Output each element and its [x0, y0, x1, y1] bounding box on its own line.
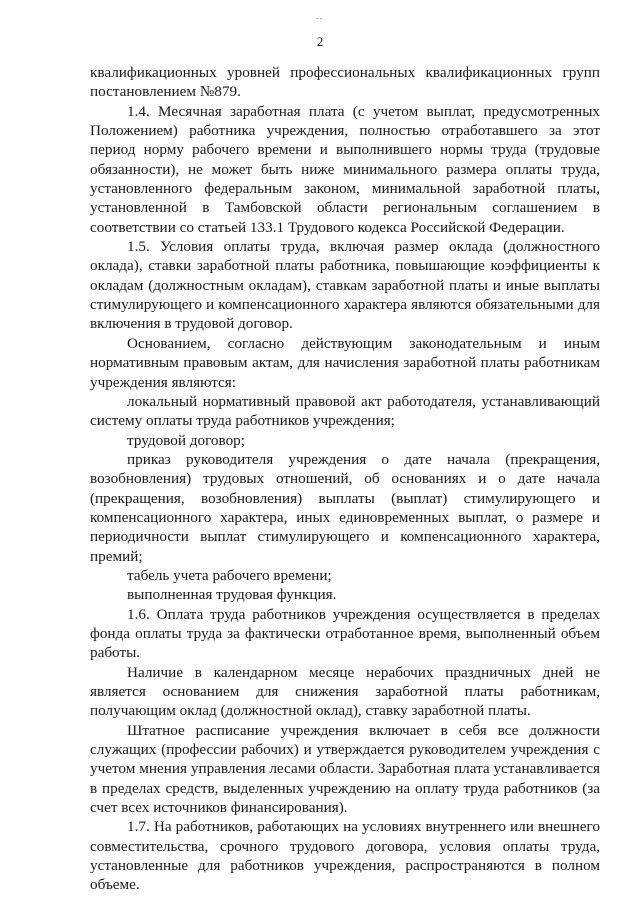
- top-mark: --: [316, 14, 324, 23]
- paragraph-grounds: Основанием, согласно действующим законодательным и иным нормативным правовым актам, для начисления заработной платы работникам учреждения являются:: [90, 334, 600, 391]
- paragraph-holidays: Наличие в календарном месяце нерабочих праздничных дней не является основанием для снижения заработной платы работникам, получающим оклад (должностной оклад), ставку заработной платы.: [90, 663, 600, 720]
- list-item-local-act: локальный нормативный правовой акт работодателя, устанавливающий систему оплаты труда работников учреждения;: [90, 392, 600, 430]
- page-number: 2: [316, 34, 324, 49]
- paragraph-continuation: квалификационных уровней профессиональных квалификационных групп постановлением №879.: [90, 64, 600, 101]
- list-item-labor-function: выполненная трудовая функция.: [127, 586, 337, 604]
- paragraph-1-4: 1.4. Месячная заработная плата (с учетом выплат, предусмотренных Положением) работника учреждения, полностью отработавшего за этот период норму рабочего времени и выполнившего нормы труда (трудовые обязанности), не может быть ниже минимального размера оплаты труда, установленного федеральным законом, минимальной заработной платы, установленной в Тамбовской области региональным соглашением в соответствии со статьей 133.1 Трудового кодекса Российской Федерации.: [90, 102, 600, 236]
- list-item-labor-contract: трудовой договор;: [127, 431, 245, 449]
- document-body: [90, 63, 600, 895]
- paragraph-staffing: Штатное расписание учреждения включает в себя все должности служащих (профессии рабочих) и утверждается руководителем учреждения с учетом мнения управления лесами области. Заработная плата устанавливается в пределах средств, выделенных учреждению на оплату труда работников (за счет всех источников финансирования).: [90, 721, 600, 817]
- paragraph-1-6: 1.6. Оплата труда работников учреждения осуществляется в пределах фонда оплаты труда за фактически отработанное время, выполненный объем работы.: [90, 605, 600, 662]
- paragraph-1-7: 1.7. На работников, работающих на условиях внутреннего или внешнего совместительства, срочного трудового договора, условия оплаты труда, установленные для работников учреждения, распространяются в полном объеме.: [90, 818, 600, 894]
- list-item-order: приказ руководителя учреждения о дате начала (прекращения, возобновления) трудовых отношений, об основаниях и о дате начала (прекращения, возобновления) выплаты (выплат) стимулирующего и компенсационного характера, иных единовременных выплат, о размере и периодичности выплат стимулирующего и компенсационного характера, премий;: [90, 450, 600, 565]
- paragraph-1-5: 1.5. Условия оплаты труда, включая размер оклада (должностного оклада), ставки заработной платы работника, повышающие коэффициенты к окладам (должностным окладам), ставкам заработной платы и иные выплаты стимулирующего и компенсационного характера являются обязательными для включения в трудовой договор.: [90, 238, 600, 333]
- list-item-timesheet: табель учета рабочего времени;: [127, 566, 332, 584]
